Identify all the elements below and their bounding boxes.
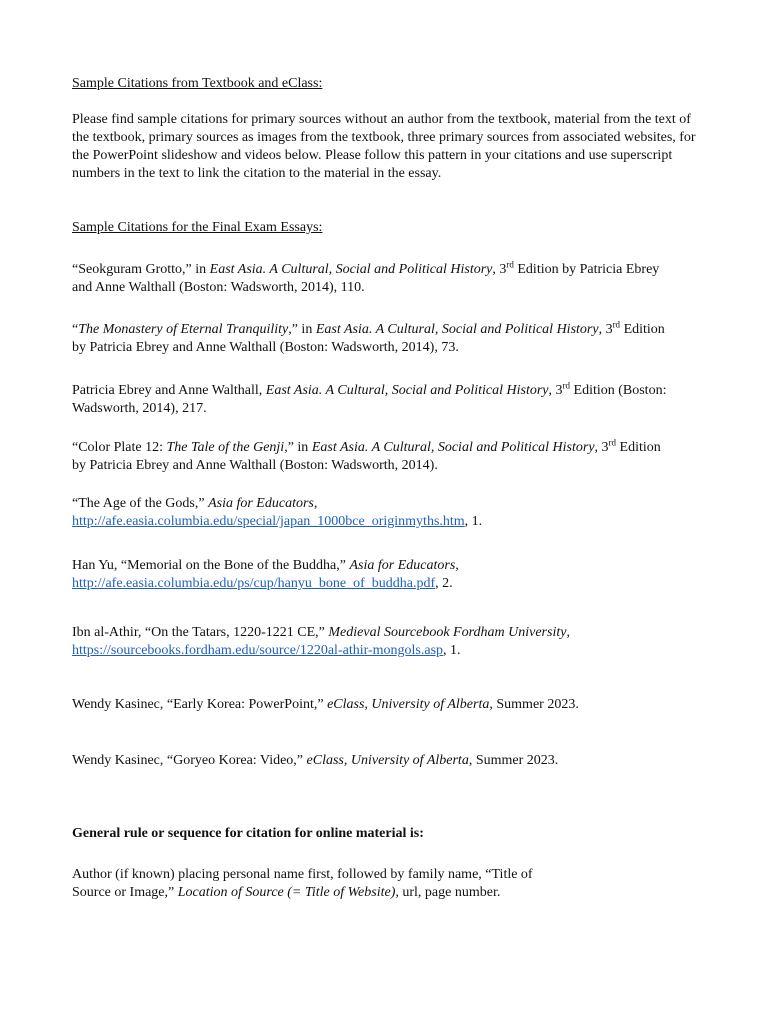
age-of-gods-link[interactable]: http://afe.easia.columbia.edu/special/japan_1000bce_originmyths.htm: [72, 514, 465, 529]
citation-seokguram: [72, 261, 672, 297]
citation-text: , 1.: [464, 514, 483, 529]
book-title: East Asia. A Cultural, Social and Political History: [209, 262, 493, 277]
citation-ebrey-walthall: [72, 382, 672, 418]
han-yu-link[interactable]: http://afe.easia.columbia.edu/ps/cup/hanyu_bone_of_buddha.pdf: [72, 576, 436, 591]
superscript: rd: [506, 259, 514, 270]
website-title: Asia for Educators: [208, 496, 314, 511]
citation-text: “Color Plate 12:: [72, 440, 167, 455]
book-title: East Asia. A Cultural, Social and Political History: [311, 440, 595, 455]
book-title: East Asia. A Cultural, Social and Political History: [315, 322, 599, 337]
citation-age-of-gods: [72, 495, 542, 531]
citation-text: , 3: [594, 440, 609, 455]
website-title: eClass, University of Alberta: [327, 697, 490, 712]
heading-final-exam: Sample Citations for the Final Exam Essays:: [72, 220, 323, 235]
citation-ibn-al-athir: [72, 624, 632, 660]
citation-text: Ibn al-Athir, “On the Tatars, 1220-1221 CE,”: [72, 625, 329, 640]
website-title: eClass, University of Alberta: [306, 753, 469, 768]
citation-text: , 3: [492, 262, 507, 277]
rule-text: url, page number.: [398, 885, 501, 900]
citation-text: , Summer 2023.: [489, 697, 579, 712]
rule-location: Location of Source (= Title of Website),: [177, 885, 399, 900]
citation-goryeo-korea: [72, 752, 702, 770]
website-title: Medieval Sourcebook Fordham University: [328, 625, 567, 640]
superscript: rd: [608, 437, 617, 448]
citation-text: “The Age of the Gods,”: [72, 496, 209, 511]
citation-text: , 1.: [443, 643, 461, 658]
source-title: The Tale of the Genji: [166, 440, 285, 455]
rule-text: Author (if known) placing personal name first, followed by family name, “Title of Source or Image,”: [72, 867, 533, 900]
citation-text: , 2.: [435, 576, 453, 591]
citation-text: , 3: [548, 383, 563, 398]
citation-monastery: [72, 321, 672, 357]
citation-text: Han Yu, “Memorial on the Bone of the Buddha,”: [72, 558, 350, 573]
superscript: rd: [562, 380, 571, 391]
website-title: Asia for Educators,: [349, 558, 459, 573]
citation-color-plate: [72, 439, 672, 475]
citation-text: Edition by Patricia Ebrey and Anne Walthall (Boston: Wadsworth, 2014), 110.: [72, 262, 660, 295]
superscript: rd: [612, 319, 621, 330]
citation-text: “Seokguram Grotto,” in: [72, 262, 210, 277]
citation-text: Wendy Kasinec, “Goryeo Korea: Video,”: [72, 753, 307, 768]
book-title: East Asia. A Cultural, Social and Political History: [265, 383, 549, 398]
citation-text: , Summer 2023.: [468, 753, 559, 768]
citation-early-korea: [72, 696, 702, 714]
citation-text: “: [72, 322, 79, 337]
general-rule-heading: General rule or sequence for citation for online material is:: [72, 826, 424, 841]
ibn-al-athir-link[interactable]: https://sourcebooks.fordham.edu/source/1220al-athir-mongols.asp: [72, 643, 444, 658]
intro-paragraph: Please find sample citations for primary sources without an author from the textbook, material from the text of the textbook, primary sources as images from the textbook, three primary sources from associated websites, for the PowerPoint slideshow and videos below. Please follow this pattern in your citations and use superscript numbers in the text to link the citation to the material in the essay.: [72, 112, 696, 181]
citation-han-yu: [72, 557, 512, 593]
citation-text: ,” in: [288, 322, 316, 337]
citation-text: ,” in: [284, 440, 312, 455]
citation-text: Edition by Patricia Ebrey and Anne Walthall (Boston: Wadsworth, 2014).: [72, 440, 661, 473]
citation-text: Edition (Boston: Wadsworth, 2014), 217.: [72, 383, 667, 416]
source-title: The Monastery of Eternal Tranquility: [78, 322, 289, 337]
heading-textbook-eclass: Sample Citations from Textbook and eClass:: [72, 76, 323, 91]
citation-text: Edition by Patricia Ebrey and Anne Walthall (Boston: Wadsworth, 2014), 73.: [72, 322, 665, 355]
citation-text: , 3: [598, 322, 613, 337]
citation-text: Wendy Kasinec, “Early Korea: PowerPoint,”: [72, 697, 328, 712]
citation-text: ,: [566, 625, 570, 640]
citation-text: ,: [313, 496, 318, 511]
general-rule-text: [72, 866, 572, 902]
citation-text: Patricia Ebrey and Anne Walthall,: [72, 383, 266, 398]
